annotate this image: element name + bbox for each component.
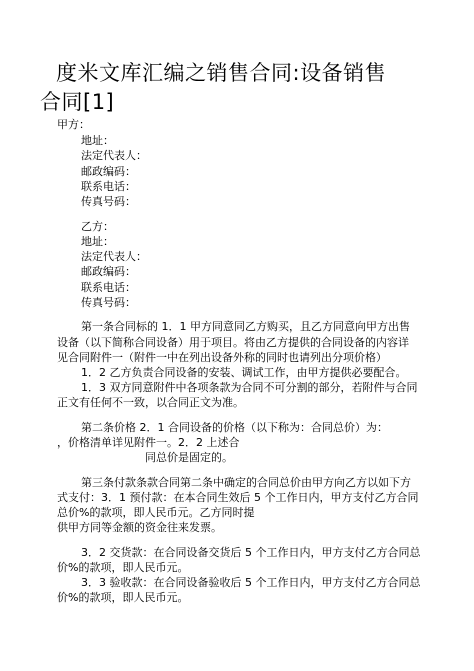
document-title-line-1: 度米文库汇编之销售合同:设备销售 [56, 61, 387, 85]
article-3-3-line-2: 价%的款项，即人民币元。 [57, 591, 189, 604]
party-b-address: 地址： [81, 235, 114, 248]
party-a-address: 地址： [81, 134, 114, 147]
article-1-line-5: 1．3 双方同意附件中各项条款为合同不可分割的部分，若附件与合同 [81, 381, 418, 394]
document-title-line-2: 合同[1] [40, 90, 115, 114]
article-3-line-2: 式支付：3．1 预付款：在本合同生效后 5 个工作日内，甲方支付乙方合同 [57, 491, 419, 504]
party-a-fax: 传真号码： [81, 195, 136, 208]
party-b-label: 乙方： [81, 220, 114, 233]
article-2-line-1: 第二条价格 2．1 合同设备的价格（以下称为：合同总价）为： [81, 421, 388, 434]
article-3-line-4: 供甲方同等金额的资金往来发票。 [57, 521, 222, 534]
party-b-fax: 传真号码： [81, 296, 136, 309]
article-1-line-3: 见合同附件一（附件一中在列出设备外称的同时也请列出分项价格） [57, 351, 387, 364]
party-a-postcode: 邮政编码： [81, 165, 136, 178]
party-b-representative: 法定代表人： [81, 250, 147, 263]
article-3-2-line-2: 价%的款项，即人民币元。 [57, 561, 189, 574]
party-a-phone: 联系电话： [81, 180, 136, 193]
article-1-line-6: 正文有任何不一致，以合同正文为准。 [57, 396, 244, 409]
article-1-line-2: 设备（以下简称合同设备）用于项目。将由乙方提供的合同设备的内容详 [57, 336, 409, 349]
party-a-representative: 法定代表人： [81, 149, 147, 162]
article-3-line-1: 第三条付款条款合同第二条中确定的合同总价由甲方向乙方以如下方 [81, 476, 411, 489]
party-b-postcode: 邮政编码： [81, 265, 136, 278]
article-1-line-4: 1．2 乙方负责合同设备的安装、调试工作，由甲方提供必要配合。 [81, 366, 407, 379]
article-2-line-3: 同总价是固定的。 [145, 451, 233, 464]
article-3-line-3: 总价%的款项，即人民币元。乙方同时提 [57, 506, 255, 519]
article-1-line-1: 第一条合同标的 1．1 甲方同意同乙方购买，且乙方同意向甲方出售 [81, 320, 410, 333]
article-3-2-line-1: 3．2 交货款：在合同设备交货后 5 个工作日内，甲方支付乙方合同总 [81, 546, 421, 559]
article-2-line-2: ，价格清单详见附件一。2．2 上述合 [57, 436, 240, 449]
party-a-label: 甲方： [57, 118, 90, 131]
article-3-3-line-1: 3．3 验收款：在合同设备验收后 5 个工作日内，甲方支付乙方合同总 [81, 576, 421, 589]
party-b-phone: 联系电话： [81, 281, 136, 294]
